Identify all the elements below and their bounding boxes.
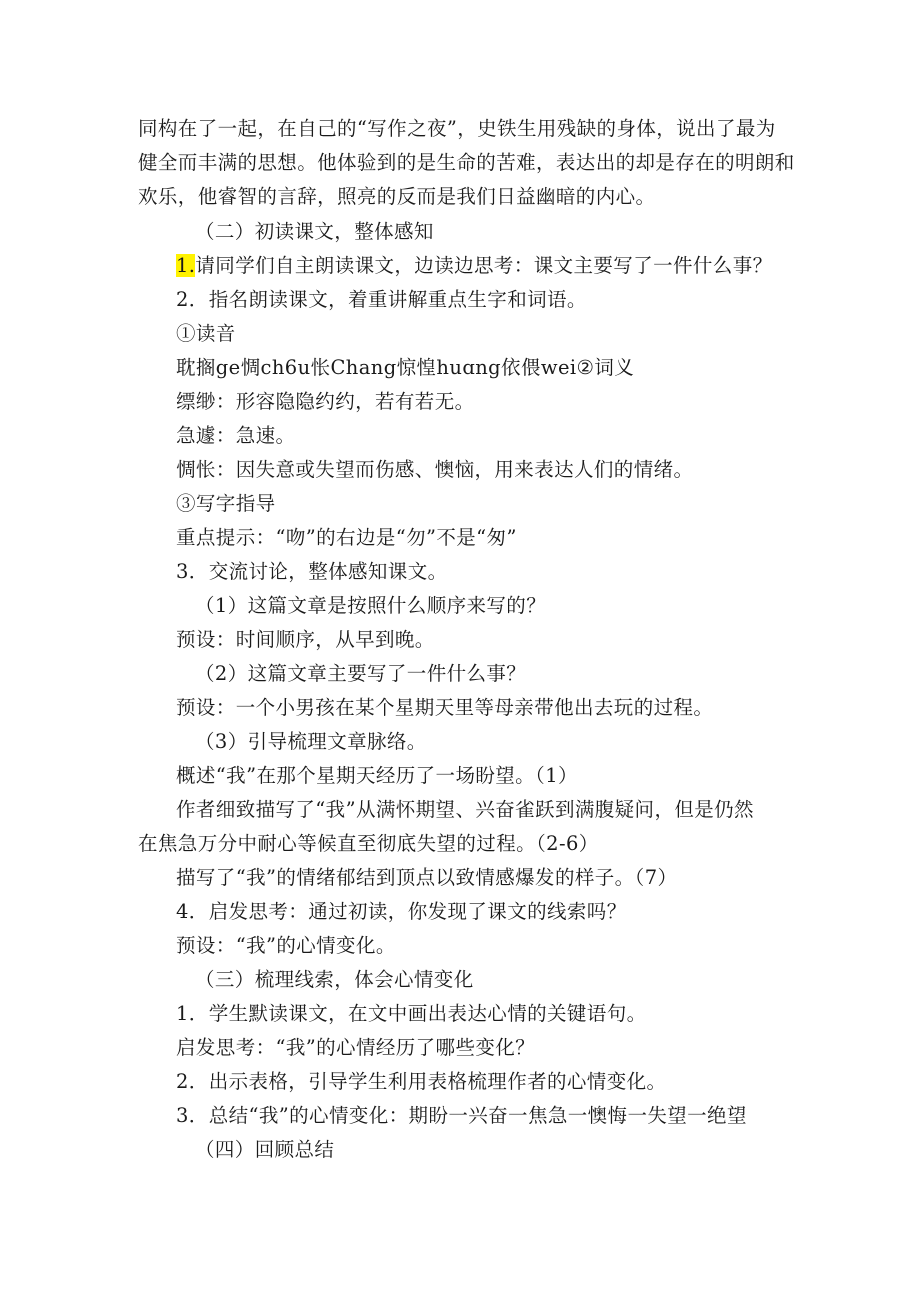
paragraph-line: 作者细致描写了“我”从满怀期望、兴奋雀跃到满腹疑问，但是仍然 (176, 798, 754, 821)
section-heading: （三）梳理线索，体会心情变化 (195, 968, 474, 991)
paragraph-line: 惆怅：因失意或失望而伤感、懊恼，用来表达人们的情绪。 (176, 458, 694, 481)
paragraph-line: ①读音 (176, 322, 236, 345)
paragraph-line: 欢乐，他睿智的言辞，照亮的反而是我们日益幽暗的内心。 (138, 185, 656, 208)
section-heading: （二）初读课文，整体感知 (195, 220, 434, 243)
paragraph-line: 预设：“我”的心情变化。 (176, 934, 396, 957)
paragraph-line: （2）这篇文章主要写了一件什么事？ (195, 662, 527, 685)
paragraph-line: 预设：时间顺序，从早到晚。 (176, 628, 435, 651)
paragraph-line: 重点提示：“吻”的右边是“勿”不是“匆” (176, 526, 517, 549)
paragraph-line: 同构在了一起，在自己的“写作之夜”，史铁生用残缺的身体，说出了最为 (138, 117, 776, 140)
paragraph-line: （3）引导梳理文章脉络。 (195, 730, 427, 753)
paragraph-line: 急遽：急速。 (176, 424, 296, 447)
paragraph-line: （1）这篇文章是按照什么顺序来写的？ (195, 594, 547, 617)
paragraph-line: 耽搁ge惆ch6u怅Chang惊惶huɑng依偎wei②词义 (176, 356, 635, 379)
paragraph-line: 缥缈：形容隐隐约约，若有若无。 (176, 390, 475, 413)
highlighted-number: 1. (176, 254, 196, 277)
paragraph-line: ③写字指导 (176, 492, 276, 515)
paragraph-line: 2．指名朗读课文，着重讲解重点生字和词语。 (176, 288, 587, 311)
line-text: 请同学们自主朗读课文，边读边思考：课文主要写了一件什么事？ (195, 254, 773, 277)
paragraph-line (176, 254, 773, 278)
paragraph-line: 在焦急万分中耐心等候直至彻底失望的过程。（2-6） (138, 832, 599, 855)
paragraph-line: 启发思考：“我”的心情经历了哪些变化？ (176, 1036, 536, 1059)
paragraph-line: 3．交流讨论，整体感知课文。 (176, 560, 448, 583)
paragraph-line: 概述“我”在那个星期天经历了一场盼望。（1） (176, 764, 578, 787)
paragraph-line: 1．学生默读课文，在文中画出表达心情的关键语句。 (176, 1002, 647, 1025)
paragraph-line: 描写了“我”的情绪郁结到顶点以致情感爆发的样子。（7） (176, 866, 678, 889)
paragraph-line: 健全而丰满的思想。他体验到的是生命的苦难，表达出的却是存在的明朗和 (138, 151, 795, 174)
paragraph-line: 2．出示表格，引导学生利用表格梳理作者的心情变化。 (176, 1070, 667, 1093)
section-heading: （四）回顾总结 (195, 1138, 335, 1161)
paragraph-line: 4．启发思考：通过初读，你发现了课文的线索吗？ (176, 900, 627, 923)
paragraph-line: 预设：一个小男孩在某个星期天里等母亲带他出去玩的过程。 (176, 696, 714, 719)
paragraph-line: 3．总结“我”的心情变化：期盼一兴奋一焦急一懊悔一失望一绝望 (176, 1104, 747, 1127)
